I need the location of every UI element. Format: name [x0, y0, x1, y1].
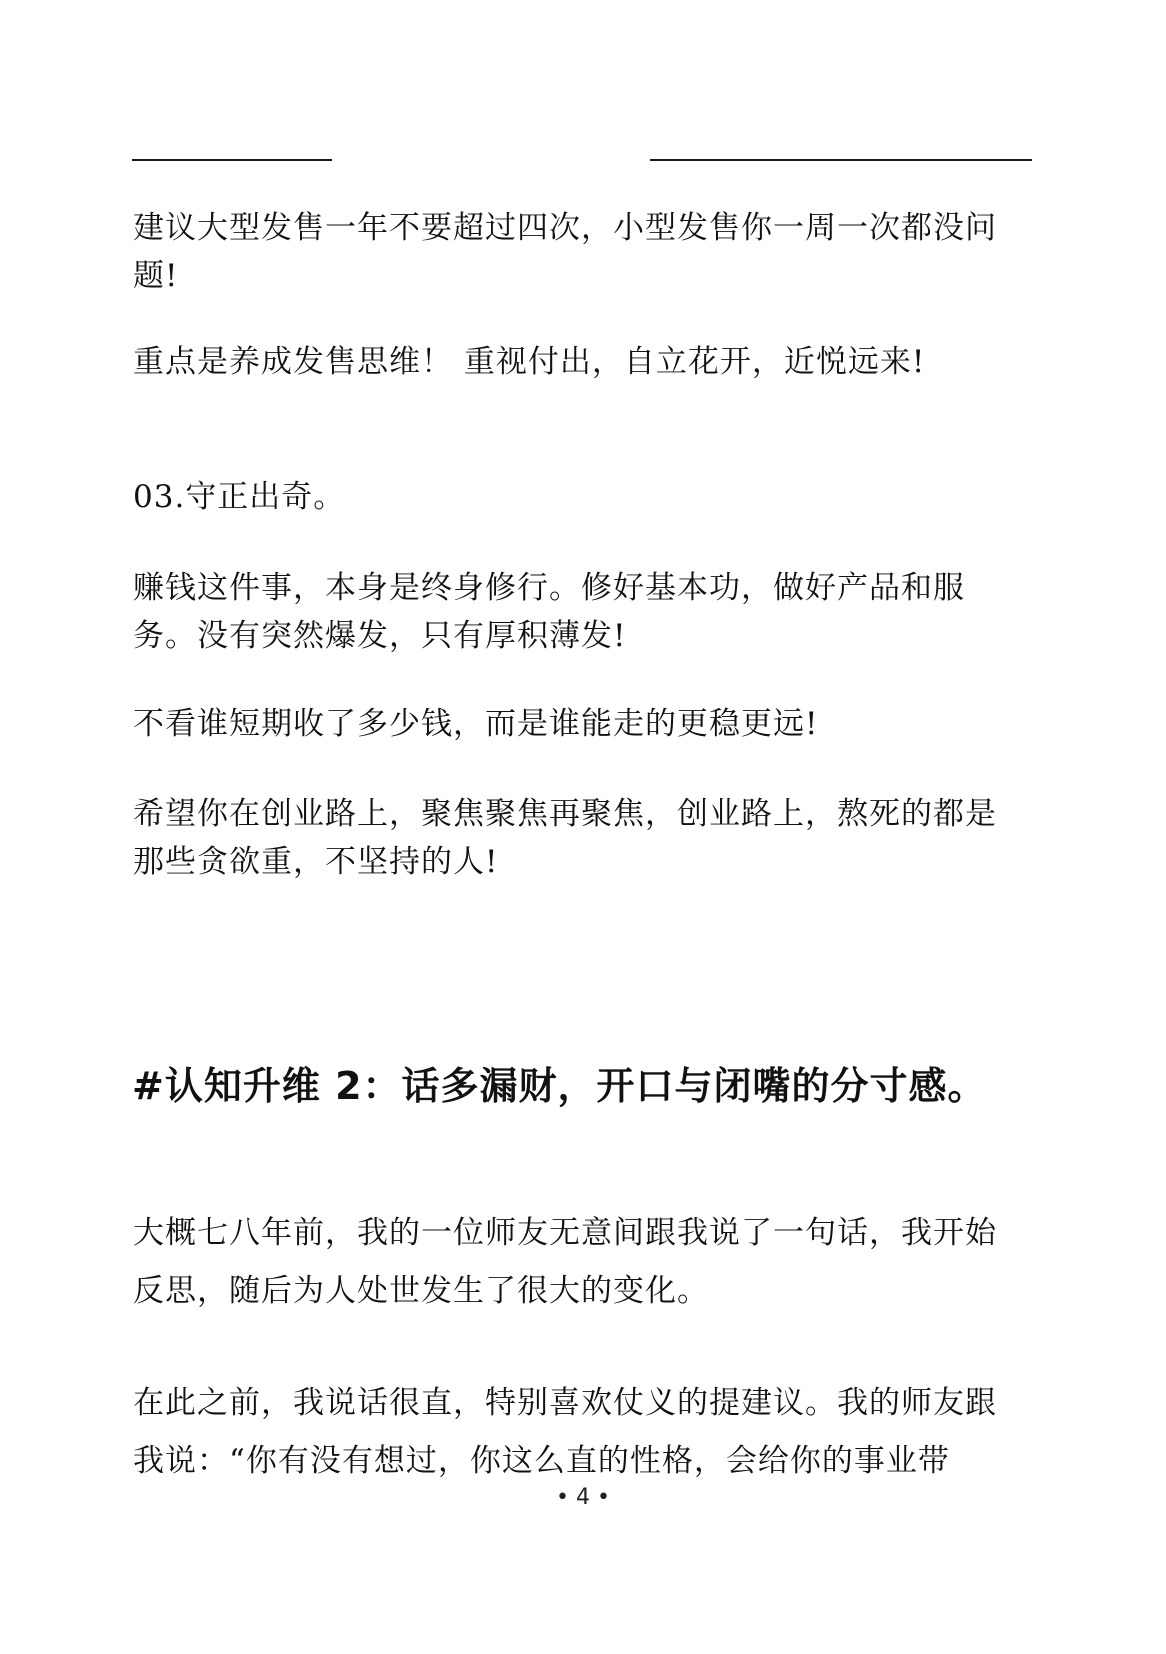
paragraph-mentor-story: 大概七八年前，我的一位师友无意间跟我说了一句话，我开始反思，随后为人处世发生了很大的变化。	[133, 1215, 997, 1309]
paragraph-launch-mindset: 重点是养成发售思维！ 重视付出，自立花开，近悦远来!	[133, 344, 926, 380]
paragraph-direct-speech: 在此之前，我说话很直，特别喜欢仗义的提建议。我的师友跟我说：“你有没有想过，你这么直的性格，会给你的事业带	[133, 1385, 997, 1479]
top-divider-left	[132, 159, 332, 161]
section-title-03: 03.守正出奇。	[133, 479, 346, 515]
chapter-heading: #认知升维 2：话多漏财，开口与闭嘴的分寸感。	[132, 1064, 987, 1108]
paragraph-launch-frequency: 建议大型发售一年不要超过四次，小型发售你一周一次都没问题!	[133, 210, 997, 294]
page-number: • 4 •	[556, 1485, 610, 1510]
top-divider-right	[650, 159, 1032, 161]
paragraph-steady-far: 不看谁短期收了多少钱，而是谁能走的更稳更远!	[133, 706, 819, 742]
paragraph-making-money: 赚钱这件事，本身是终身修行。修好基本功，做好产品和服务。没有突然爆发，只有厚积薄发!	[133, 570, 965, 654]
paragraph-focus: 希望你在创业路上，聚焦聚焦再聚焦，创业路上，熬死的都是那些贪欲重，不坚持的人!	[133, 796, 997, 880]
